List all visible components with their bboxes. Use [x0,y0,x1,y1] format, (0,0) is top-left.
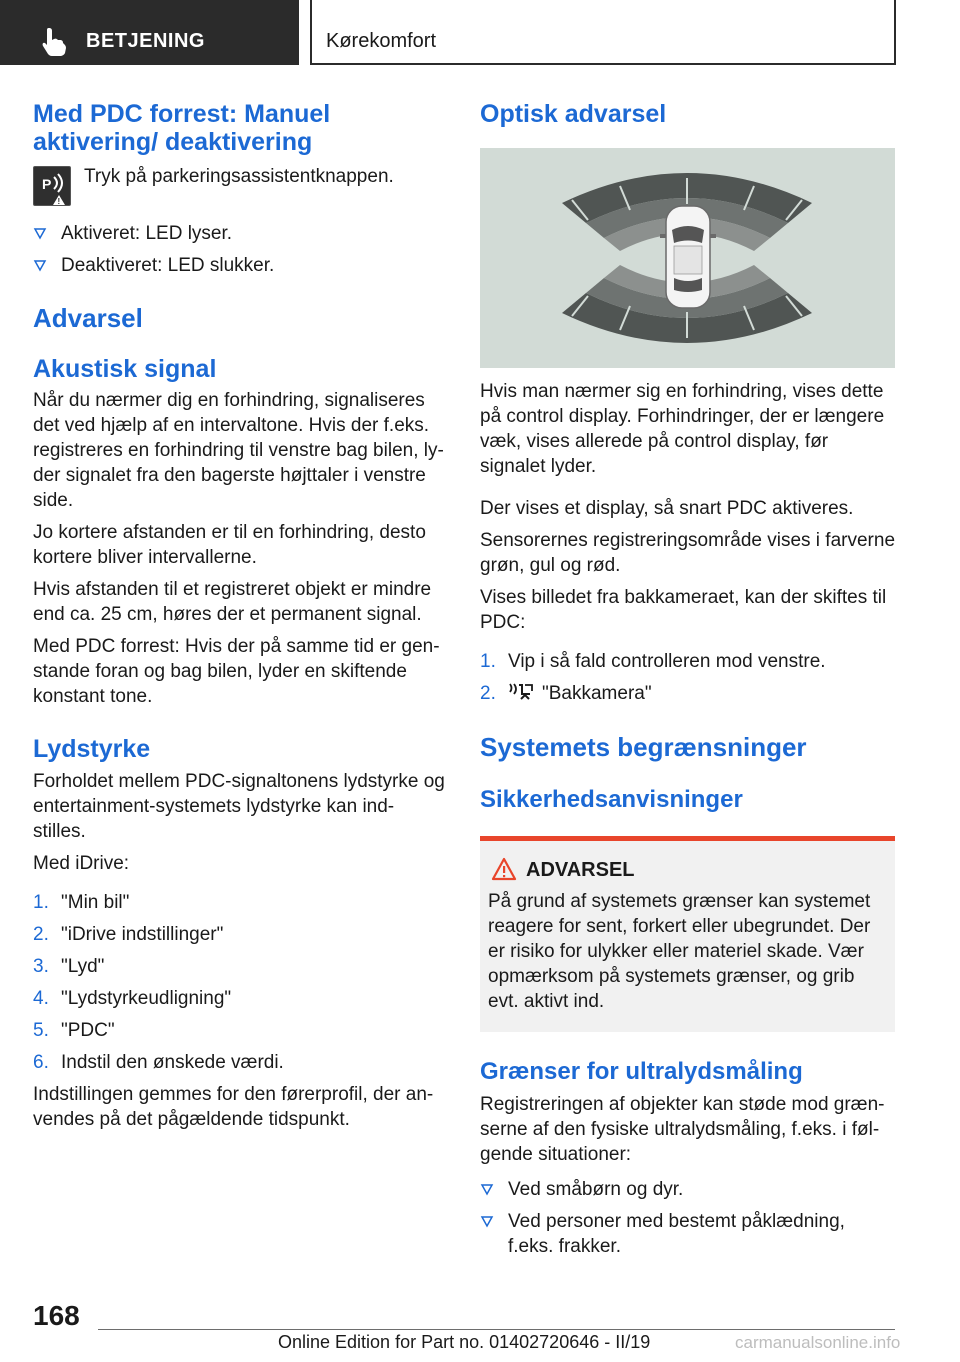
warning-title: ADVARSEL [488,857,881,883]
warning-triangle-icon [491,857,517,881]
section-label: BETJENING [86,30,205,52]
optical-title: Optisk advarsel [480,100,667,128]
footer-divider [98,1329,895,1330]
hand-pointer-icon [40,26,68,56]
warning-heading: Advarsel [33,303,143,333]
rear-camera-icon [508,683,534,701]
optical-paragraph: Hvis man nærmer sig en forhindring, vises dette på control display. Forhindringer, der er længere væk, vises allerede på control display, før signalet lyder. [480,381,885,477]
acoustic-paragraph: Når du nærmer dig en forhindring, signaliseres det ved hjælp af en intervaltone. Hvis der f.eks. registreres en forhindring til venstre bag bilen, ly‐ der signalet fra den bagerste højttaler i venstre side. [33,390,444,511]
pdc-button-text: Tryk på parkeringsassistentknappen. [84,166,394,187]
page-header [0,0,960,66]
list-item: 3. "Lyd" [33,956,105,977]
warning-text: På grund af systemets grænser kan systemet reagere for sent, forkert eller ubegrundet. Der er risiko for ulykker eller materiel skade. Vær opmærksom på systemets grænser, og grib evt. aktivt ind. [488,891,871,1012]
left-column [33,100,448,1132]
triangle-bullet-icon [33,227,47,241]
warning-box [480,836,895,1032]
optical-paragraph: Sensorernes registreringsområde vises i farverne grøn, gul og rød. [480,530,896,576]
pdc-display-illustration [480,148,895,368]
acoustic-paragraph: Med PDC forrest: Hvis der på samme tid er gen‐ stande foran og bag bilen, lyder en skiftende konstant tone. [33,636,440,707]
svg-text:!: ! [57,197,61,206]
right-column [480,100,895,1259]
list-item: Deaktiveret: LED slukker. [33,253,448,278]
camera-steps-list [480,649,895,706]
parking-assistant-icon [33,166,71,206]
list-item: 1. "Min bil" [33,892,130,913]
edition-text: Online Edition for Part no. 01402720646 - II/19 [278,1332,651,1352]
svg-text:P: P [42,176,52,192]
ultrasound-list [480,1177,895,1259]
volume-paragraph: Med iDrive: [33,853,130,874]
pdc-button-row [33,164,448,210]
acoustic-paragraph: Jo kortere afstanden er til en forhindring, desto kortere bliver intervallerne. [33,522,426,568]
list-item: 2. "iDrive indstillinger" [33,924,224,945]
list-item: Ved småbørn og dyr. [480,1177,895,1202]
optical-paragraph: Der vises et display, så snart PDC aktiveres. [480,498,854,519]
list-item: 6. Indstil den ønskede værdi. [33,1052,284,1073]
triangle-bullet-icon [480,1183,494,1197]
pdc-states-list [33,221,448,278]
chapter-tab [310,0,896,65]
list-item: Ved personer med bestemt påklædning, f.eks. frakker. [480,1209,895,1259]
safety-title: Sikkerhedsanvisninger [480,786,743,813]
chapter-label: Kørekomfort [326,30,437,52]
list-item: 1. Vip i så fald controlleren mod venstre. [480,651,826,672]
volume-paragraph: Forholdet mellem PDC-signaltonens lydstyrke og entertainment-systemets lydstyrke kan ind‐ stilles. [33,771,445,842]
list-item: 2. "Bakkamera" [480,683,652,704]
page-number: 168 [33,1300,80,1331]
list-item: 5. "PDC" [33,1020,115,1041]
pdc-front-title: Med PDC forrest: Manuel aktivering/ deaktivering [33,100,331,156]
list-item: 4. "Lydstyrkeudligning" [33,988,232,1009]
limits-heading: Systemets begrænsninger [480,732,807,762]
optical-paragraph: Vises billedet fra bakkameraet, kan der skiftes til PDC: [480,587,887,633]
volume-note: Indstillingen gemmes for den førerprofil, der an‐ vendes på det pågældende tidspunkt. [33,1084,434,1130]
watermark: carmanualsonline.info [735,1333,901,1352]
acoustic-title: Akustisk signal [33,355,217,383]
section-tab [0,0,299,65]
triangle-bullet-icon [33,259,47,273]
volume-steps-list [33,890,448,1075]
ultrasound-title: Grænser for ultralydsmåling [480,1058,803,1085]
acoustic-paragraph: Hvis afstanden til et registreret objekt er mindre end ca. 25 cm, høres der et permanent signal. [33,579,432,625]
ultrasound-text: Registreringen af objekter kan støde mod græn‐ serne af den fysiske ultralydsmåling, f.eks. i føl‐ gende situationer: [480,1094,885,1165]
volume-title: Lydstyrke [33,735,151,763]
triangle-bullet-icon [480,1215,494,1229]
list-item: Aktiveret: LED lyser. [33,221,448,246]
